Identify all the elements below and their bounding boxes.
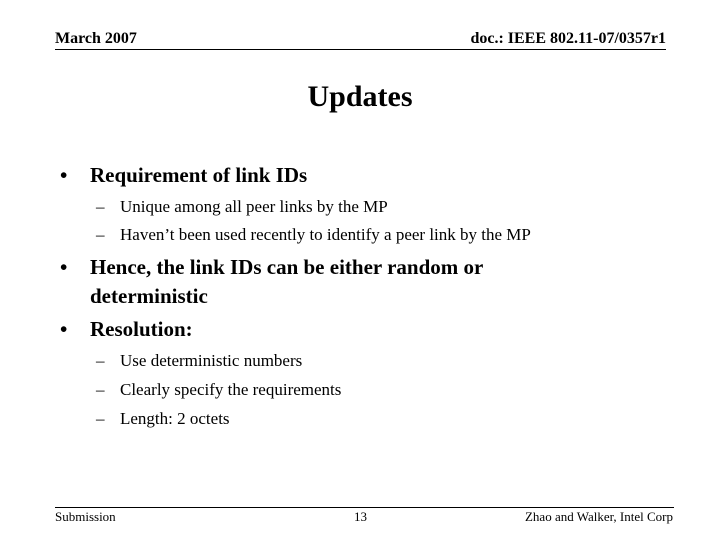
bullet-icon: •	[60, 163, 68, 187]
footer-divider	[55, 507, 674, 508]
bullet-text: Resolution:	[90, 317, 193, 341]
footer-authors: Zhao and Walker, Intel Corp	[524, 509, 673, 524]
dash-icon: –	[96, 197, 105, 216]
header-doc-id: doc.: IEEE 802.11-07/0357r1	[470, 30, 666, 47]
dash-icon: –	[96, 225, 105, 244]
subitem-text: Length: 2 octets	[120, 409, 230, 428]
bullet-text-line1: Hence, the link IDs can be either random or	[90, 255, 484, 279]
subitem-text: Use deterministic numbers	[120, 351, 303, 370]
bullet-text: Requirement of link IDs	[90, 163, 308, 187]
dash-icon: –	[96, 380, 105, 399]
subitem-text: Haven’t been used recently to identify a peer link by the MP	[120, 225, 531, 244]
subitem-text: Unique among all peer links by the MP	[120, 197, 388, 216]
header-divider	[55, 49, 666, 50]
slide-title: Updates	[307, 80, 413, 113]
subitem-text: Clearly specify the requirements	[120, 380, 342, 399]
dash-icon: –	[96, 351, 105, 370]
header-date: March 2007	[55, 30, 137, 47]
bullet-icon: •	[60, 317, 68, 341]
bullet-text-line2: deterministic	[90, 284, 208, 308]
bullet-icon: •	[60, 255, 68, 279]
footer-submission: Submission	[55, 509, 116, 524]
dash-icon: –	[96, 409, 105, 428]
footer-page-number: 13	[354, 509, 367, 524]
